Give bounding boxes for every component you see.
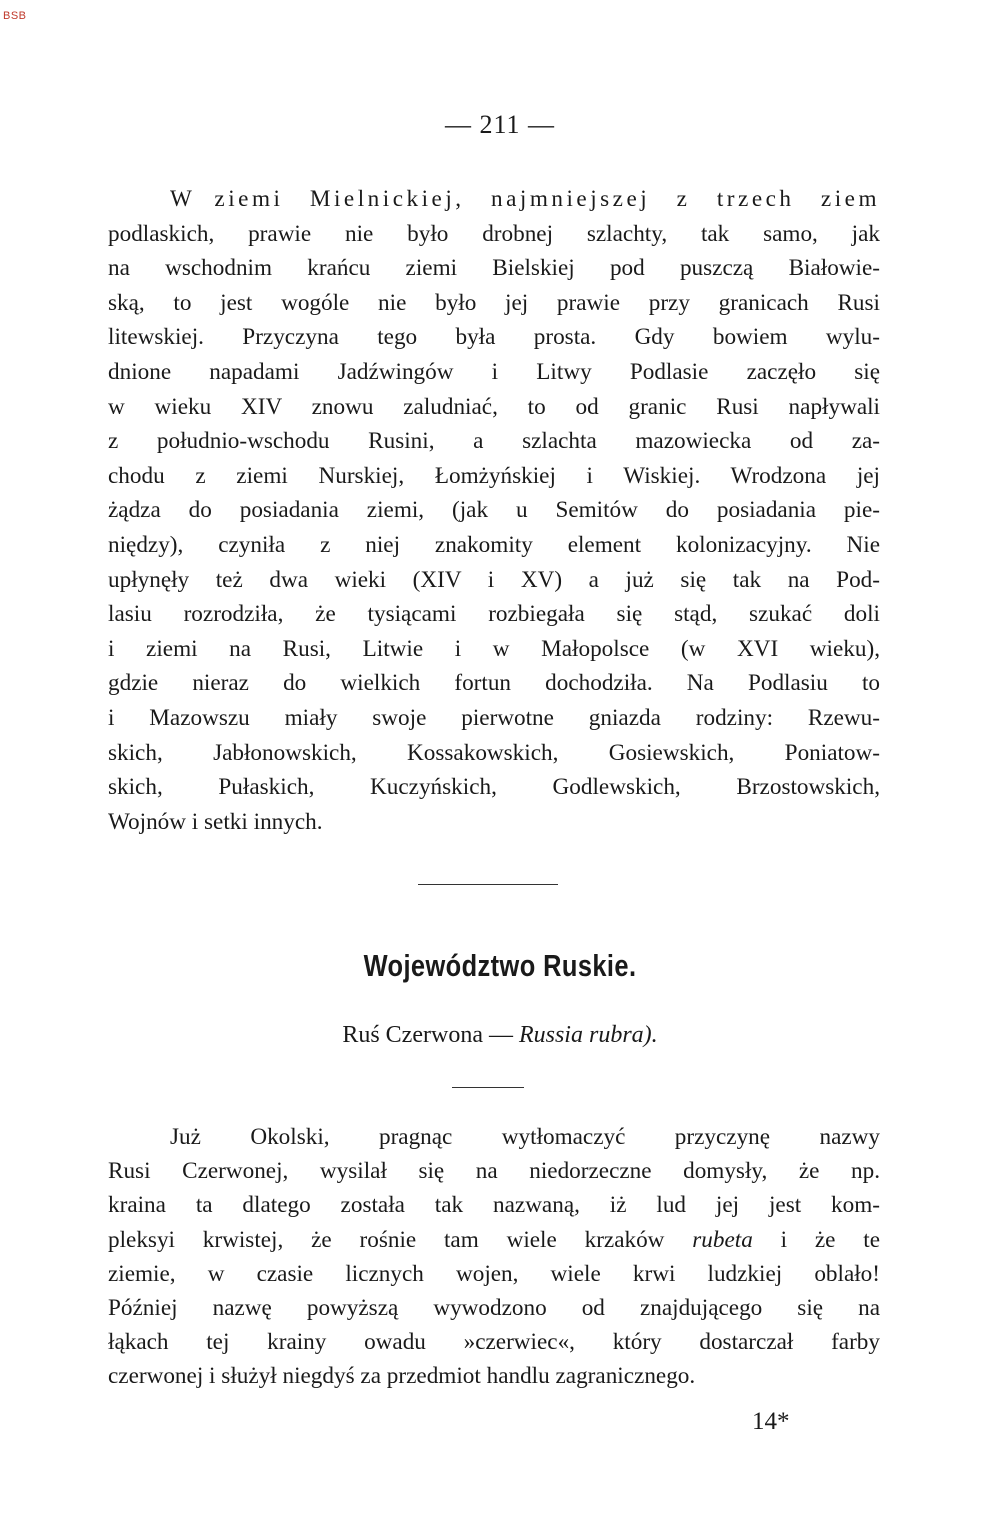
- text-line: ską, to jest wogóle nie było jej prawie przy granicach Rusi: [108, 289, 880, 316]
- text-line-content: pleksyi krwistej, że rośnie tam wiele krzaków: [108, 1226, 693, 1253]
- section-title: Województwo Ruskie.: [363, 948, 637, 983]
- paragraph-okolski: [108, 1120, 880, 1394]
- text-line-content: ziemi Mielnickiej, najmniejszej z trzech ziem: [214, 186, 880, 212]
- text-line: czerwonej i służył niegdyś za przedmiot handlu zagranicznego.: [108, 1363, 696, 1390]
- section-divider: [418, 884, 558, 885]
- signature-mark: 14*: [752, 1408, 790, 1435]
- text-line: Wojnów i setki innych.: [108, 808, 323, 835]
- subtitle-prefix: Ruś Czerwona —: [342, 1022, 519, 1048]
- text-line: żądza do posiadania ziemi, (jak u Semitów do posiadania pie-: [108, 497, 880, 524]
- subtitle-divider: [452, 1087, 524, 1088]
- page-number: — 211 —: [444, 110, 556, 139]
- text-line: podlaskich, prawie nie było drobnej szlachty, tak samo, jak: [108, 220, 880, 247]
- text-line: na wschodnim krańcu ziemi Bielskiej pod puszczą Białowie-: [108, 255, 880, 282]
- text-line: w wieku XIV znowu zaludniać, to od granic Rusi napływali: [108, 393, 880, 420]
- text-line: Później nazwę powyższą wywodzono od znajdującego się na: [108, 1295, 880, 1322]
- text-line: dnione napadami Jadźwingów i Litwy Podlasie zaczęło się: [108, 358, 880, 385]
- subtitle-latin: Russia rubra).: [518, 1022, 658, 1048]
- text-line: [108, 1223, 880, 1257]
- text-line-tail: i że te: [752, 1226, 880, 1253]
- text-line: lasiu rozrodziła, że tysiącami rozbiegała się stąd, szukać doli: [108, 601, 880, 628]
- section-subtitle: [0, 1022, 1000, 1049]
- text-line: gdzie nieraz do wielkich fortun dochodziła. Na Podlasiu to: [108, 670, 880, 697]
- first-word: W: [170, 186, 192, 212]
- text-line: i ziemi na Rusi, Litwie i w Małopolsce (w XVI wieku),: [108, 635, 880, 662]
- text-line: [108, 182, 880, 217]
- text-line: Rusi Czerwonej, wysilał się na niedorzeczne domysły, że np.: [108, 1158, 880, 1185]
- text-line: litewskiej. Przyczyna tego była prosta. Gdy bowiem wylu-: [108, 324, 880, 351]
- text-line: skich, Pułaskich, Kuczyńskich, Godlewskich, Brzostowskich,: [108, 774, 880, 801]
- text-line: Już Okolski, pragnąc wytłomaczyć przyczynę nazwy: [170, 1124, 880, 1150]
- italic-word: rubeta: [692, 1226, 753, 1253]
- text-line: skich, Jabłonowskich, Kossakowskich, Gosiewskich, Poniatow-: [108, 739, 880, 766]
- paragraph-mielnik: [108, 182, 880, 839]
- text-line: chodu z ziemi Nurskiej, Łomżyńskiej i Wiskiej. Wrodzona jej: [108, 462, 880, 489]
- text-line: upłynęły też dwa wieki (XIV i XV) a już się tak na Pod-: [108, 566, 880, 593]
- text-line: ziemie, w czasie licznych wojen, wiele krwi ludzkiej oblało!: [108, 1260, 880, 1287]
- text-line: i Mazowszu miały swoje pierwotne gniazda rodziny: Rzewu-: [108, 704, 880, 731]
- text-line: niędzy), czyniła z niej znakomity element kolonizacyjny. Nie: [108, 531, 880, 558]
- text-line: z południo-wschodu Rusini, a szlachta mazowiecka od za-: [108, 428, 880, 455]
- text-line: kraina ta dlatego została tak nazwaną, iż lud jej jest kom-: [108, 1192, 880, 1219]
- text-line: łąkach tej krainy owadu »czerwiec«, który dostarczał farby: [108, 1329, 880, 1356]
- library-stamp: BSB: [3, 10, 27, 22]
